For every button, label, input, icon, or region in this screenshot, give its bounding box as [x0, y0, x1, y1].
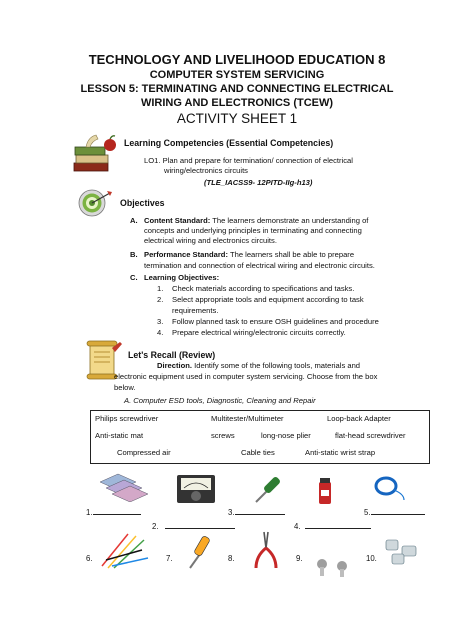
objective-b-text: The learners shall be able to prepare — [227, 250, 355, 259]
books-apple-icon — [72, 133, 118, 175]
objective-a-line1 — [144, 216, 368, 227]
word-multitester: Multitester/Multimeter — [211, 414, 284, 423]
word-box — [90, 410, 430, 464]
item-9 — [296, 554, 303, 563]
objectives-heading: Objectives — [120, 198, 165, 208]
multitester-image — [176, 474, 216, 504]
lo1-line2: wiring/electronics circuits — [164, 166, 248, 175]
target-icon — [74, 187, 114, 219]
word-compressed-air: Compressed air — [117, 448, 171, 457]
answer-blank-1[interactable] — [93, 506, 141, 515]
item-8-number: 8. — [228, 554, 235, 563]
item-10 — [366, 554, 377, 563]
item-1 — [86, 506, 141, 517]
word-flathead-screwdriver: flat-head screwdriver — [335, 431, 406, 440]
learning-objective-3-num: 3. — [157, 317, 164, 326]
item-3-number: 3. — [228, 508, 235, 517]
item-4-number: 4. — [294, 522, 301, 531]
learning-objective-2-num: 2. — [157, 295, 164, 304]
lesson-title-line1: LESSON 5: TERMINATING AND CONNECTING ELECTRICAL — [80, 83, 394, 95]
word-loopback-adapter: Loop-back Adapter — [327, 414, 391, 423]
recall-heading: Let's Recall (Review) — [128, 350, 216, 360]
objective-a-title: Content Standard: — [144, 216, 211, 225]
lo1-line1: LO1. Plan and prepare for termination/ connection of electrical — [144, 156, 353, 165]
objective-b-title: Performance Standard: — [144, 250, 228, 259]
item-5-number: 5. — [364, 508, 371, 517]
item-2 — [152, 520, 235, 531]
item-1-number: 1. — [86, 508, 93, 517]
item-4 — [294, 520, 371, 531]
item-8 — [228, 554, 235, 563]
lesson-title-line2: WIRING AND ELECTRONICS (TCEW) — [140, 97, 334, 109]
word-screws: screws — [211, 431, 235, 440]
item-7 — [166, 554, 173, 563]
learning-objective-1: Check materials according to specifications and tasks. — [172, 284, 355, 293]
direction-line1 — [157, 361, 360, 372]
objective-b-line1 — [144, 250, 354, 261]
item-3 — [228, 506, 285, 517]
wrist-strap-image — [372, 472, 408, 502]
screwdriver-image — [252, 472, 286, 506]
answer-blank-5[interactable] — [371, 506, 425, 515]
item-5 — [364, 506, 425, 517]
word-antistatic-wrist-strap: Anti-static wrist strap — [305, 448, 376, 457]
objective-a-line2: concepts and underlying principles in terminating and connecting — [144, 226, 362, 235]
compressed-air-image — [314, 476, 336, 506]
objective-c-title: Learning Objectives: — [144, 273, 220, 282]
learning-objective-1-num: 1. — [157, 284, 164, 293]
loopback-adapter-image — [384, 536, 420, 568]
objective-b-label: B. — [130, 250, 138, 259]
direction-label: Direction. — [157, 361, 193, 370]
objective-a-line3: electrical wiring and electronics circuits. — [144, 236, 277, 245]
direction-line3: below. — [114, 383, 136, 392]
competencies-heading: Learning Competencies (Essential Competencies) — [124, 138, 334, 148]
objective-a-text: The learners demonstrate an understanding of — [210, 216, 369, 225]
activity-title: ACTIVITY SHEET 1 — [176, 111, 298, 126]
learning-objective-4: Prepare electrical wiring/electronic circuits correctly. — [172, 328, 346, 337]
document-subtitle: COMPUTER SYSTEM SERVICING — [149, 69, 325, 81]
category-label: A. Computer ESD tools, Diagnostic, Cleaning and Repair — [124, 396, 316, 405]
direction-text: Identify some of the following tools, materials and — [192, 361, 361, 370]
word-antistatic-mat: Anti-static mat — [95, 431, 144, 440]
direction-line2: electronic equipment used in computer system servicing. Choose from the box — [114, 372, 378, 381]
competency-code: (TLE_IACSS9- 12PITD-IIg-h13) — [204, 178, 313, 187]
antistatic-bags-image — [96, 472, 154, 502]
objective-c-label: C. — [130, 273, 138, 282]
answer-blank-2[interactable] — [165, 520, 235, 529]
learning-objective-2-cont: requirements. — [172, 306, 219, 315]
learning-objective-3: Follow planned task to ensure OSH guidelines and procedure — [172, 317, 379, 326]
item-10-number: 10. — [366, 554, 377, 563]
item-9-number: 9. — [296, 554, 303, 563]
item-6 — [86, 554, 93, 563]
learning-objective-4-num: 4. — [157, 328, 164, 337]
answer-blank-4[interactable] — [305, 520, 371, 529]
word-philips-screwdriver: Philips screwdriver — [95, 414, 159, 423]
answer-blank-3[interactable] — [235, 506, 285, 515]
objective-a-label: A. — [130, 216, 138, 225]
learning-objective-2: Select appropriate tools and equipment according to task — [172, 295, 364, 304]
word-longnose-plier: long-nose plier — [261, 431, 311, 440]
document-title: TECHNOLOGY AND LIVELIHOOD EDUCATION 8 — [88, 52, 386, 67]
longnose-plier-image — [252, 530, 280, 570]
objective-b-line2: termination and connection of electrical wiring and electronic circuits. — [144, 261, 375, 270]
word-cable-ties: Cable ties — [241, 448, 275, 457]
cable-ties-image — [98, 530, 150, 570]
item-6-number: 6. — [86, 554, 93, 563]
item-2-number: 2. — [152, 522, 159, 531]
screws-image — [314, 556, 354, 578]
item-7-number: 7. — [166, 554, 173, 563]
flathead-screwdriver-image — [186, 534, 214, 570]
